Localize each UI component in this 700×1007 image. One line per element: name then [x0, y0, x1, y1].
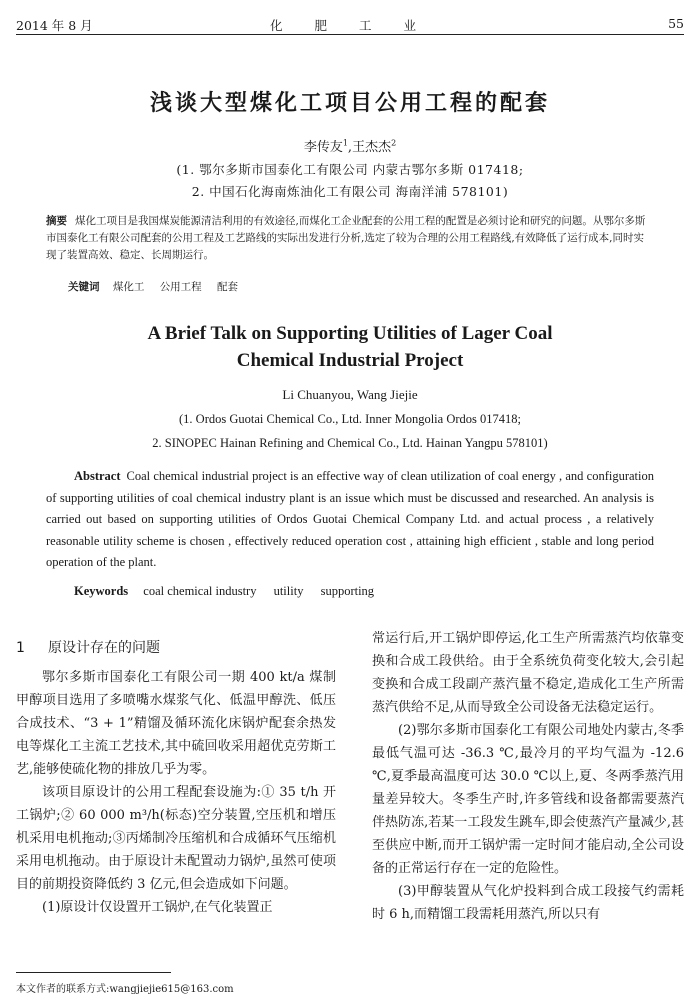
affiliation-chinese-2: 2. 中国石化海南炼油化工有限公司 海南洋浦 578101) [191, 184, 509, 199]
affiliation-chinese-1: (1. 鄂尔多斯市国泰化工有限公司 内蒙古鄂尔多斯 017418; [176, 162, 524, 177]
title-english-line: Chemical Industrial Project [236, 350, 464, 371]
author-separator: , [347, 140, 353, 155]
authors-chinese [0, 136, 700, 155]
author-name: 李传友 [303, 140, 343, 155]
body-paragraph: 常运行后,开工锅炉即停运,化工生产所需蒸汽均依靠变换和合成工段供给。由于全系统负荷变化较大,会引起变换和合成工段副产蒸汽量不稳定,造成化工生产所需蒸汽供给不足,从而导致全公司设备无法稳定运行。 [372, 631, 684, 715]
title-english [0, 320, 700, 374]
body-paragraph: (2)鄂尔多斯市国泰化工有限公司地处内蒙古,冬季最低气温可达 -36.3 ℃,最冷月的平均气温为 -12.6 ℃,夏季最高温度可达 30.0 ℃以上,夏、冬两季蒸汽用量差异较大。冬季生产时,许多管线和设备都需要蒸汽伴热防冻,若某一工段发生跳车,即会使蒸汽产量减少,甚至供应中断,而开工锅炉需一定时间才能启动,全公司设备的正常运行存在一定的危险性。 [372, 723, 684, 876]
author-superscript: 2 [391, 138, 397, 148]
body-column-right [372, 627, 684, 926]
body-paragraph: 鄂尔多斯市国泰化工有限公司一期 400 kt/a 煤制甲醇项目选用了多喷嘴水煤浆气化、低温甲醇洗、低压合成技术、“3 + 1”精馏及循环流化床锅炉配套余热发电等煤化工主流工艺技术,其中硫回收采用超优克劳斯工艺,能够使硫化物的排放几乎为零。 [16, 670, 336, 777]
keywords-label: 关键词 [68, 281, 100, 293]
keywords-label: Keywords [74, 584, 129, 598]
keyword: supporting [320, 584, 375, 598]
section-title: 原设计存在的问题 [48, 640, 160, 656]
section-number: 1 [16, 640, 25, 656]
title-english-line: A Brief Talk on Supporting Utilities of Lager Coal [147, 323, 553, 344]
body-paragraph: 该项目原设计的公用工程配套设施为:① 35 t/h 开工锅炉;② 60 000 m³/h(标态)空分装置,空压机和增压机采用电机拖动;③丙烯制冷压缩机和合成循环气压缩机采用电机拖动。由于原设计未配置动力锅炉,虽然可使项目的前期投资降低约 3 亿元,但会造成如下问题。 [16, 785, 336, 892]
authors-english: Li Chuanyou, Wang Jiejie [282, 387, 418, 402]
keywords-chinese [68, 279, 250, 294]
footnote-contact: 本文作者的联系方式:wangjiejie615@163.com [16, 984, 234, 995]
abstract-text: Coal chemical industrial project is an effective way of clean utilization of coal energy , and configuration of supporting utilities of coal chemical industry plant is an issue which must be discussed and researched. An analysis is carried out based on supporting utilities of Ordos Guotai Chemical Company Ltd. and actual process , a relatively reasonable utility scheme is chosen , effectively reduced operation cost , attaining high efficient , stable and long period operation of the plant. [46, 469, 654, 569]
author-superscript: 1 [342, 138, 348, 148]
affiliation-english-2: 2. SINOPEC Hainan Refining and Chemical Co., Ltd. Hainan Yangpu 578101) [152, 436, 548, 450]
keyword: 配套 [217, 281, 239, 293]
abstract-english [46, 466, 654, 574]
keyword: 公用工程 [159, 281, 202, 293]
title-chinese: 浅谈大型煤化工项目公用工程的配套 [149, 90, 550, 116]
abstract-text: 煤化工项目是我国煤炭能源清洁利用的有效途径,而煤化工企业配套的公用工程的配置是必须讨论和研究的问题。从鄂尔多斯市国泰化工有限公司配套的公用工程及工艺路线的实际出发进行分析,选定了较为合理的公用工程路线,有效降低了运行成本,同时实现了装置高效、稳定、长周期运行。 [46, 215, 646, 261]
author-name: 王杰杰 [352, 140, 392, 155]
abstract-label: 摘要 [46, 215, 67, 227]
body-paragraph: (1)原设计仅设置开工锅炉,在气化装置正 [42, 900, 273, 915]
keyword: utility [273, 584, 304, 598]
affiliation-english-1: (1. Ordos Guotai Chemical Co., Ltd. Inner Mongolia Ordos 017418; [179, 412, 521, 426]
keywords-english [74, 584, 388, 599]
page-number: 55 [668, 16, 684, 31]
issue-date: 2014 年 8 月 [16, 18, 93, 33]
section-heading [16, 637, 336, 660]
footnote-rule [16, 972, 171, 973]
abstract-label: Abstract [74, 469, 121, 483]
journal-name: 化 肥 工 业 [270, 18, 430, 33]
body-column-left [16, 627, 336, 919]
abstract-chinese [46, 213, 654, 264]
keyword: 煤化工 [112, 281, 145, 293]
page-header [16, 12, 684, 35]
body-paragraph: (3)甲醇装置从气化炉投料到合成工段接气约需耗时 6 h,而精馏工段需耗用蒸汽,所以只有 [372, 884, 684, 922]
keyword: coal chemical industry [143, 584, 257, 598]
